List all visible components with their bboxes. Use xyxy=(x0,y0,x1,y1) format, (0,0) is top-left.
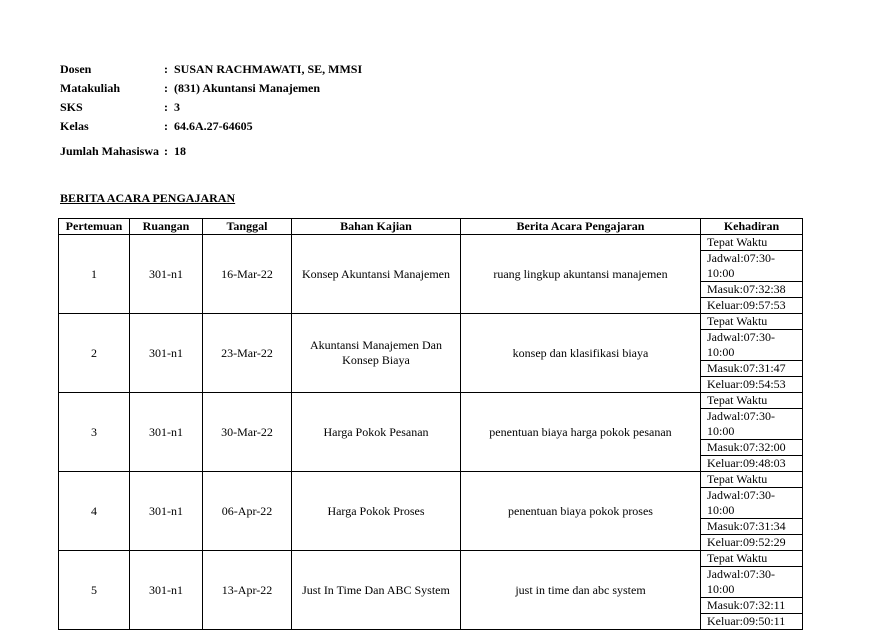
info-colon: : xyxy=(164,62,168,76)
cell-berita-acara: just in time dan abc system xyxy=(461,551,701,630)
cell-kehadiran: Keluar:09:57:53 xyxy=(701,298,803,314)
cell-ruangan: 301-n1 xyxy=(130,393,203,472)
cell-kehadiran: Tepat Waktu xyxy=(701,551,803,567)
cell-pertemuan: 3 xyxy=(59,393,130,472)
info-row-sks xyxy=(60,98,362,117)
cell-tanggal: 13-Apr-22 xyxy=(203,551,292,630)
cell-kehadiran: Masuk:07:32:11 xyxy=(701,598,803,614)
info-label: Jumlah Mahasiswa xyxy=(60,144,160,158)
cell-kehadiran: Tepat Waktu xyxy=(701,472,803,488)
info-value: (831) Akuntansi Manajemen xyxy=(174,81,321,95)
info-value: SUSAN RACHMAWATI, SE, MMSI xyxy=(174,62,363,76)
cell-kehadiran: Keluar:09:52:29 xyxy=(701,535,803,551)
cell-bahan-kajian: Harga Pokok Proses xyxy=(292,472,461,551)
info-label: Dosen xyxy=(60,62,92,76)
cell-berita-acara: penentuan biaya pokok proses xyxy=(461,472,701,551)
cell-kehadiran: Jadwal:07:30-10:00 xyxy=(701,409,803,440)
header-kehadiran: Kehadiran xyxy=(701,219,803,235)
header-pertemuan: Pertemuan xyxy=(59,219,130,235)
cell-kehadiran: Keluar:09:50:11 xyxy=(701,614,803,630)
header-ruangan: Ruangan xyxy=(130,219,203,235)
table-row xyxy=(59,551,803,567)
cell-kehadiran: Masuk:07:31:47 xyxy=(701,361,803,377)
header-berita-acara: Berita Acara Pengajaran xyxy=(461,219,701,235)
table-row xyxy=(59,393,803,409)
info-value: 64.6A.27-64605 xyxy=(174,119,253,133)
table-row xyxy=(59,235,803,251)
info-row-matakuliah xyxy=(60,79,362,98)
cell-berita-acara: penentuan biaya harga pokok pesanan xyxy=(461,393,701,472)
cell-bahan-kajian: Akuntansi Manajemen Dan Konsep Biaya xyxy=(292,314,461,393)
cell-kehadiran: Tepat Waktu xyxy=(701,235,803,251)
cell-berita-acara: ruang lingkup akuntansi manajemen xyxy=(461,235,701,314)
cell-tanggal: 16-Mar-22 xyxy=(203,235,292,314)
cell-berita-acara: konsep dan klasifikasi biaya xyxy=(461,314,701,393)
cell-kehadiran: Masuk:07:32:38 xyxy=(701,282,803,298)
cell-pertemuan: 4 xyxy=(59,472,130,551)
info-row-jumlah-mahasiswa xyxy=(60,136,362,166)
info-value: 18 xyxy=(174,144,186,158)
info-value: 3 xyxy=(174,100,180,114)
cell-bahan-kajian: Harga Pokok Pesanan xyxy=(292,393,461,472)
table-header-row xyxy=(59,219,803,235)
cell-kehadiran: Masuk:07:32:00 xyxy=(701,440,803,456)
header-tanggal: Tanggal xyxy=(203,219,292,235)
section-title: BERITA ACARA PENGAJARAN xyxy=(60,191,236,205)
cell-bahan-kajian: Just In Time Dan ABC System xyxy=(292,551,461,630)
cell-ruangan: 301-n1 xyxy=(130,472,203,551)
cell-bahan-kajian: Konsep Akuntansi Manajemen xyxy=(292,235,461,314)
cell-pertemuan: 5 xyxy=(59,551,130,630)
cell-ruangan: 301-n1 xyxy=(130,551,203,630)
cell-tanggal: 23-Mar-22 xyxy=(203,314,292,393)
info-label: Matakuliah xyxy=(60,81,121,95)
cell-kehadiran: Jadwal:07:30-10:00 xyxy=(701,567,803,598)
info-colon: : xyxy=(164,81,168,95)
info-row-kelas xyxy=(60,117,362,136)
info-label: Kelas xyxy=(60,119,89,133)
cell-kehadiran: Keluar:09:54:53 xyxy=(701,377,803,393)
table-row xyxy=(59,472,803,488)
cell-tanggal: 30-Mar-22 xyxy=(203,393,292,472)
attendance-table xyxy=(58,218,803,630)
info-label: SKS xyxy=(60,100,83,114)
cell-kehadiran: Jadwal:07:30-10:00 xyxy=(701,330,803,361)
header-bahan-kajian: Bahan Kajian xyxy=(292,219,461,235)
cell-tanggal: 06-Apr-22 xyxy=(203,472,292,551)
cell-kehadiran: Jadwal:07:30-10:00 xyxy=(701,488,803,519)
info-row-dosen xyxy=(60,60,362,79)
cell-pertemuan: 2 xyxy=(59,314,130,393)
info-colon: : xyxy=(164,100,168,114)
info-colon: : xyxy=(164,144,168,158)
cell-kehadiran: Jadwal:07:30-10:00 xyxy=(701,251,803,282)
cell-ruangan: 301-n1 xyxy=(130,235,203,314)
cell-kehadiran: Tepat Waktu xyxy=(701,314,803,330)
cell-pertemuan: 1 xyxy=(59,235,130,314)
cell-kehadiran: Keluar:09:48:03 xyxy=(701,456,803,472)
cell-kehadiran: Masuk:07:31:34 xyxy=(701,519,803,535)
info-colon: : xyxy=(164,119,168,133)
table-row xyxy=(59,314,803,330)
cell-ruangan: 301-n1 xyxy=(130,314,203,393)
course-info xyxy=(60,60,362,166)
cell-kehadiran: Tepat Waktu xyxy=(701,393,803,409)
